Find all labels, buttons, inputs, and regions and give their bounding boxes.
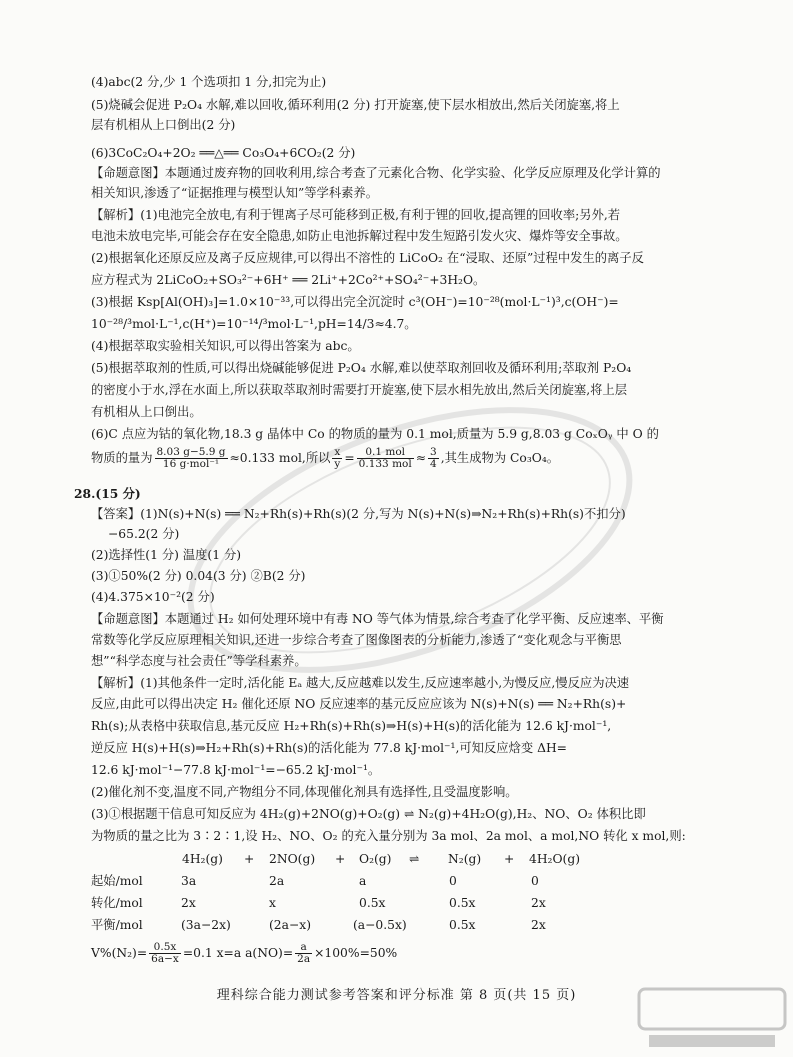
ice-header-cell: N₂(g) (448, 852, 482, 866)
fraction-denominator: 0.133 mol (358, 458, 412, 470)
analysis-28-3-cont: 为物质的量之比为 3∶2∶1,设 H₂、NO、O₂ 的充入量分别为 3a mol、2a mol、a mol,NO 转化 x mol,则: (91, 829, 686, 843)
volume-fraction-calc (91, 942, 397, 965)
fraction-denominator: 16 g·mol⁻¹ (162, 458, 220, 470)
calc-prefix: 物质的量为 (91, 451, 153, 465)
fraction-denominator: 4 (430, 458, 437, 470)
analysis-27-1: 【解析】(1)电池完全放电,有利于锂离子尽可能移到正极,有利于锂的回收,提高锂的回收率;另外,若 (91, 208, 621, 222)
analysis-27-3-cont: 10⁻²⁸/³mol·L⁻¹,c(H⁺)=10⁻¹⁴/³mol·L⁻¹,pH=14/3≈4.7。 (91, 317, 417, 331)
ice-header-cell: + (504, 852, 515, 866)
fraction-denominator: 2a (297, 953, 311, 965)
fraction-numerator: 0.5x (149, 942, 181, 954)
vpct-prefix: V%(N₂)= (91, 946, 148, 960)
fraction-no (295, 942, 312, 965)
analysis-27-4: (4)根据萃取实验相关知识,可以得出答案为 abc。 (91, 339, 360, 353)
analysis-28-1-table: Rh(s);从表格中获取信息,基元反应 H₂+Rh(s)+Rh(s)⇒H(s)+H(s)的活化能为 12.6 kJ·mol⁻¹, (91, 719, 612, 733)
ice-header-cell: + (335, 852, 346, 866)
ice-header-cell: + (244, 852, 255, 866)
analysis-27-2: (2)根据氧化还原反应及离子反应规律,可以得出不溶性的 LiCoO₂ 在“浸取、还原”过程中发生的离子反 (91, 251, 644, 265)
ice-row-label: 转化/mol (91, 896, 143, 910)
analysis-27-1-cont: 电池未放电完毕,可能会存在安全隐患,如防止电池拆解过程中发生短路引发火灾、爆炸等安全事故。 (91, 229, 628, 243)
answer-6: (6)3CoC₂O₄+2O₂ ══△══ Co₃O₄+6CO₂(2 分) (91, 146, 356, 160)
answer-28-4: (4)4.375×10⁻²(2 分) (91, 590, 215, 604)
analysis-28-1-enthalpy: 12.6 kJ·mol⁻¹−77.8 kJ·mol⁻¹=−65.2 kJ·mol⁻¹。 (91, 763, 381, 777)
fraction-denominator: 6a−x (151, 953, 179, 965)
fraction-three-fourths (428, 447, 439, 470)
answer-5: (5)烧碱会促进 P₂O₄ 水解,难以回收,循环利用(2 分) 打开旋塞,使下层水相放出,然后关闭旋塞,将上 (91, 98, 620, 112)
fraction-numerator: a (295, 942, 312, 954)
analysis-28-1-reverse: 逆反应 H(s)+H(s)⇒H₂+Rh(s)+Rh(s)的活化能为 77.8 kJ·mol⁻¹,可知反应焓变 ΔH= (91, 741, 567, 755)
ice-cell: 2x (181, 896, 196, 910)
ice-header-cell: 4H₂O(g) (529, 852, 581, 866)
vpct-suffix: ×100%=50% (314, 946, 398, 960)
vpct-mid: =0.1 x=a a(NO)= (182, 946, 294, 960)
analysis-28-3: (3)①根据题干信息可知反应为 4H₂(g)+2NO(g)+O₂(g) ⇌ N₂(g)+4H₂O(g),H₂、NO、O₂ 体积比即 (91, 807, 646, 821)
fraction-n2 (149, 942, 181, 965)
fraction-numerator: 0.1 mol (357, 447, 414, 459)
ice-cell: x (269, 896, 276, 910)
ice-cell: 3a (181, 874, 197, 888)
ice-header-cell: 4H₂(g) (182, 852, 223, 866)
ice-cell: 0.5x (449, 918, 476, 932)
ice-cell: (3a−2x) (181, 918, 231, 932)
intent-27-cont: 相关知识,渗透了“证据推理与模型认知”等学科素养。 (91, 186, 379, 200)
answer-site-logo (637, 987, 787, 1051)
fraction-numerator: x (332, 447, 342, 459)
fraction-numerator: 8.03 g−5.9 g (156, 447, 226, 458)
intent-28-end: 想”“科学态度与社会责任”等学科素养。 (91, 654, 307, 668)
ice-row-label: 平衡/mol (91, 918, 143, 932)
fraction-mass-o (155, 447, 228, 470)
calc-mid: ≈0.133 mol,所以 (229, 451, 331, 465)
answer-28-1-value: −65.2(2 分) (108, 527, 180, 541)
intent-28: 【命题意图】本题通过 H₂ 如何处理环境中有毒 NO 等气体为情景,综合考查了化学平衡、反应速率、平衡 (91, 612, 664, 626)
analysis-28-1: 【解析】(1)其他条件一定时,活化能 Eₐ 越大,反应越难以发生,反应速率越小,为慢反应,慢反应为决速 (91, 676, 630, 690)
ice-cell: 0 (531, 874, 539, 888)
ice-row-label: 起始/mol (91, 874, 143, 888)
analysis-27-3: (3)根据 Ksp[Al(OH)₃]=1.0×10⁻³³,可以得出完全沉淀时 c³(OH⁻)=10⁻²⁸(mol·L⁻¹)³,c(OH⁻)= (91, 295, 619, 309)
answer-4: (4)abc(2 分,少 1 个选项扣 1 分,扣完为止) (91, 75, 327, 89)
ice-cell: 0.5x (449, 896, 476, 910)
fraction-x-y (332, 447, 342, 470)
intent-27: 【命题意图】本题通过废弃物的回收利用,综合考查了元素化合物、化学实验、化学反应原理及化学计算的 (91, 166, 661, 180)
analysis-27-2-eq: 应方程式为 2LiCoO₂+SO₃²⁻+6H⁺ ══ 2Li⁺+2Co²⁺+SO₄²⁻+3H₂O。 (91, 273, 486, 287)
ice-cell: (a−0.5x) (353, 918, 407, 932)
answer-28-3: (3)①50%(2 分) 0.04(3 分) ②B(2 分) (91, 569, 306, 583)
analysis-28-1-cont: 反应,由此可以得出决定 H₂ 催化还原 NO 反应速率的基元反应应该为 N(s)+N(s) ══ N₂+Rh(s)+ (91, 697, 627, 711)
ice-header-cell: 2NO(g) (269, 852, 316, 866)
ice-header-cell: O₂(g) (359, 852, 392, 866)
ice-header-cell: ⇌ (409, 852, 420, 866)
analysis-27-6: (6)C 点应为钴的氧化物,18.3 g 晶体中 Co 的物质的量为 0.1 mol,质量为 5.9 g,8.03 g CoₓOᵧ 中 O 的 (91, 427, 659, 441)
ice-table-row-initial (91, 873, 691, 890)
analysis-27-6-calc (91, 447, 731, 470)
calc-eq: = (344, 451, 355, 465)
ice-table-row-equilibrium (91, 917, 691, 934)
calc-suffix: ,其生成物为 Co₃O₄。 (440, 451, 560, 465)
ice-cell: 2a (269, 874, 285, 888)
analysis-27-5-end: 有机相从上口倒出。 (91, 405, 202, 419)
ice-cell: 2x (531, 896, 546, 910)
answer-28-1: 【答案】(1)N(s)+N(s) ══ N₂+Rh(s)+Rh(s)(2 分,写为 N(s)+N(s)⇒N₂+Rh(s)+Rh(s)不扣分) (91, 507, 626, 521)
ice-cell: 2x (531, 918, 546, 932)
analysis-28-2: (2)催化剂不变,温度不同,产物组分不同,体现催化剂具有选择性,且受温度影响。 (91, 785, 518, 799)
ice-table-row-change (91, 895, 691, 912)
analysis-27-5-cont: 的密度小于水,浮在水面上,所以获取萃取剂时需要打开旋塞,使下层水相先放出,然后关闭旋塞,将上层 (91, 383, 628, 397)
answer-28-2: (2)选择性(1 分) 温度(1 分) (91, 548, 242, 562)
ice-cell: 0 (449, 874, 457, 888)
fraction-numerator: 3 (430, 447, 437, 458)
ice-cell: (2a−x) (269, 918, 311, 932)
ice-table-header (91, 851, 691, 868)
intent-28-cont: 常数等化学反应原理相关知识,还进一步综合考查了图像图表的分析能力,渗透了“变化观念与平衡思 (91, 633, 622, 647)
answer-5-cont: 层有机相从上口倒出(2 分) (91, 118, 236, 132)
question-28-heading: 28.(15 分) (74, 486, 141, 501)
fraction-mol-ratio (357, 447, 414, 470)
fraction-denominator: y (334, 458, 341, 470)
analysis-27-5: (5)根据萃取剂的性质,可以得出烧碱能够促进 P₂O₄ 水解,难以使萃取剂回收及循环利用;萃取剂 P₂O₄ (91, 361, 632, 375)
page-footer: 理科综合能力测试参考答案和评分标准 第 8 页(共 15 页) (216, 988, 577, 1003)
ice-cell: a (359, 874, 367, 888)
calc-approx: ≈ (415, 451, 427, 465)
ice-cell: 0.5x (359, 896, 386, 910)
